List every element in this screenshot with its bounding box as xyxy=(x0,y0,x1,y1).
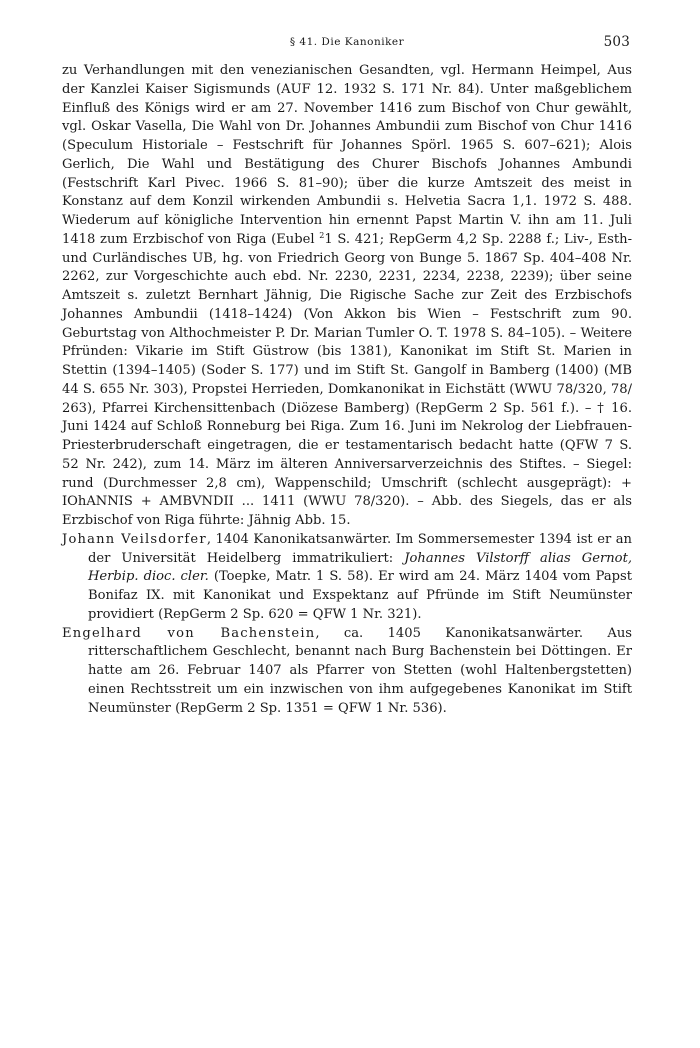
entry-text: , 1404 Kanonikatsanwärter. Im Sommersemester 1394 ist er an der Universität Heidelberg immatrikuliert: xyxy=(88,531,632,566)
entry-text: , ca. 1405 Kanonikatsanwärter. Aus ritterschaftlichem Geschlecht, benannt nach Burg Bachenstein bei Döttingen. Er hatte am 26. Februar 1407 als Pfarrer von Stetten (wohl Haltenbergstetten) einen Rechtsstreit um ein inzwischen von ihm aufgegebenes Kanonikat im Stift Neumünster (RepGerm 2 Sp. 1351 = QFW 1 Nr. 536). xyxy=(88,625,632,716)
continuation-text-1: zu Verhandlungen mit den venezianischen Gesandten, vgl. Hermann Heimpel, Aus der Kanzlei Kaiser Sigismunds (AUF 12. 1932 S. 171 Nr. 84). Unter maßgeblichem Einfluß des Königs wird er am 27. November 1416 zum Bischof von Chur gewählt, vgl. Oskar Vasella, Die Wahl von Dr. Johannes Ambundii zum Bischof von Chur 1416 (Speculum Historiale – Festschrift für Johannes Spörl. 1965 S. 607–621); Alois Gerlich, Die Wahl und Bestätigung des Churer Bischofs Johannes Ambundi (Festschrift Karl Pivec. 1966 S. 81–90); über die kurze Amtszeit des meist in Konstanz auf dem Konzil wirkenden Ambundii s. Helvetia Sacra 1,1. 1972 S. 488. Wiederum auf königliche Intervention hin ernennt Papst Martin V. ihn am 11. Juli 1418 zum Erzbischof von Riga (Eubel xyxy=(62,63,632,247)
entry-veilsdorfer xyxy=(62,531,632,625)
continuation-text-2: 1 S. 421; RepGerm 4,2 Sp. 2288 f.; Liv-, Esth- und Curländisches UB, hg. von Friedrich Georg von Bunge 5. 1867 Sp. 404–408 Nr. 2262, zur Vorgeschichte auch ebd. Nr. 2230, 2231, 2234, 2238, 2239); über seine Amtszeit s. zuletzt Bernhart Jähnig, Die Rigische Sache zur Zeit des Erzbischofs Johannes Ambundii (1418–1424) (Von Akkon bis Wien – Festschrift zum 90. Geburtstag von Althochmeister P. Dr. Marian Tumler O. T. 1978 S. 84–105). – Weitere Pfründen: Vikarie im Stift Güstrow (bis 1381), Kanonikat im Stift St. Marien in Stettin (1394–1405) (Soder S. 177) und im Stift St. Gangolf in Bamberg (1400) (MB 44 S. 655 Nr. 303), Propstei Herrieden, Domkanonikat in Eichstätt (WWU 78/320, 78/ 263), Pfarrei Kirchensittenbach (Diözese Bamberg) (RepGerm 2 Sp. 561 f.). – † 16. Juni 1424 auf Schloß Ronneburg bei Riga. Zum 16. Juni im Nekrolog der Liebfrauen-Priesterbruderschaft eingetragen, die er testamentarisch bedacht hatte (QFW 7 S. 52 Nr. 242), zum 14. März im älteren Anniversarverzeichnis des Stiftes. – Siegel: rund (Durchmesser 2,8 cm), Wappenschild; Umschrift (schlecht ausgeprägt): + IOhANNIS + AMBVNDII ... 1411 (WWU 78/320). – Abb. des Siegels, das er als Erzbischof von Riga führte: Jähnig Abb. 15. xyxy=(62,231,632,528)
page-body xyxy=(62,62,632,718)
entry-quote: Johannes Vilstorff alias Gernot, Herbip. dioc. cler. xyxy=(88,550,632,585)
page-number: 503 xyxy=(603,34,630,50)
continuation-paragraph xyxy=(62,62,632,531)
edition-superscript: 2 xyxy=(319,230,325,240)
entry-name: Johann Veilsdorfer xyxy=(62,531,207,547)
entry-bachenstein xyxy=(62,625,632,719)
entry-name: Engelhard von Bachenstein xyxy=(62,625,316,641)
page-header xyxy=(64,36,630,54)
entry-text: (Toepke, Matr. 1 S. 58). Er wird am 24. März 1404 vom Papst Bonifaz IX. mit Kanonikat und Exspektanz auf Pfründe im Stift Neumünster providiert (RepGerm 2 Sp. 620 = QFW 1 Nr. 321). xyxy=(88,569,632,622)
running-title: § 41. Die Kanoniker xyxy=(289,36,405,48)
